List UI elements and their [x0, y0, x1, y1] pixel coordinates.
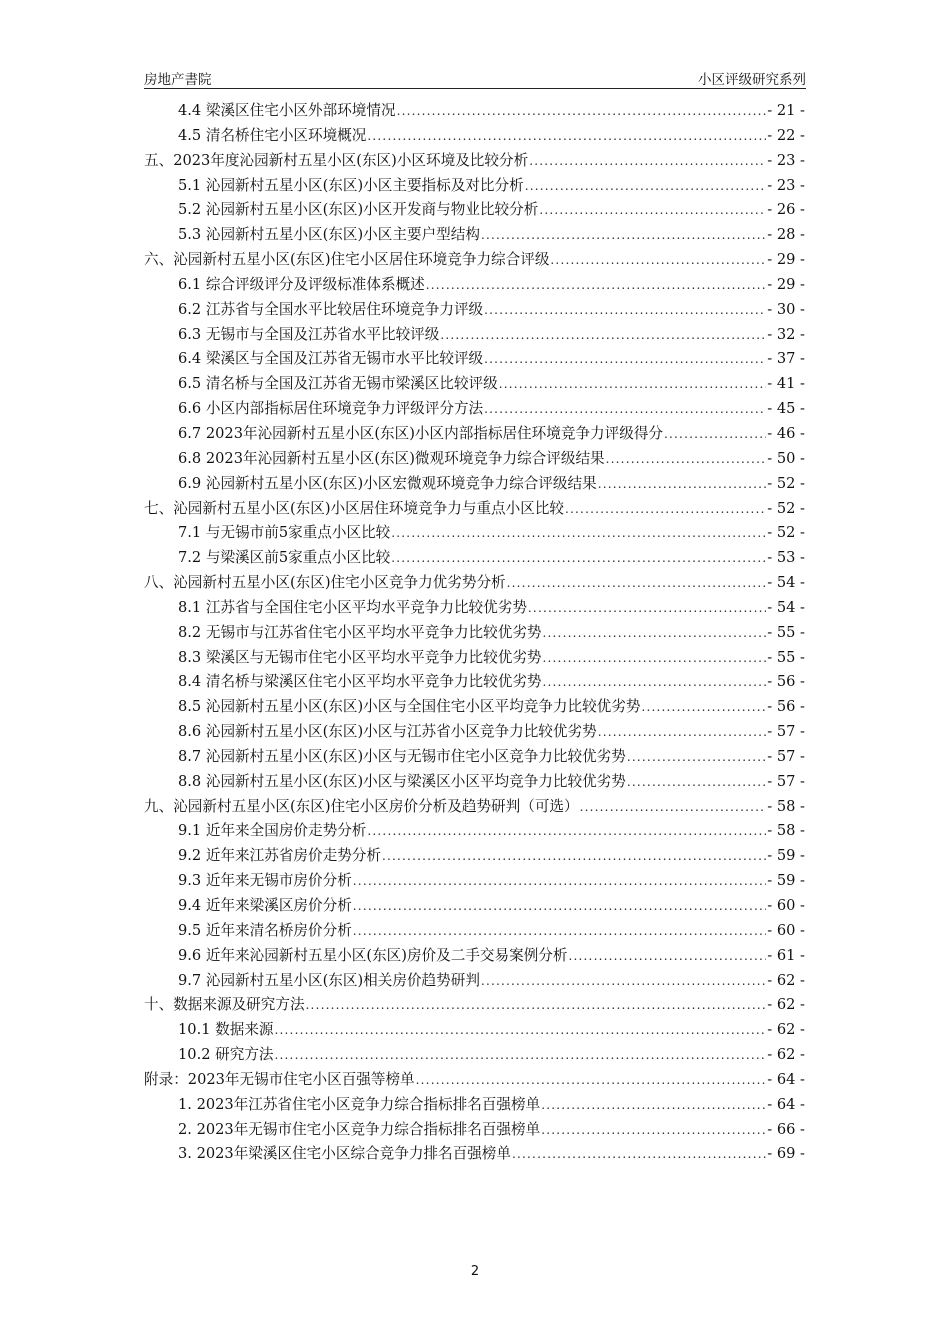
- toc-entry-page: - 61 -: [767, 946, 805, 964]
- toc-dot-leader: [541, 1098, 766, 1112]
- toc-entry-title: 5.2 沁园新村五星小区(东区)小区开发商与物业比较分析: [178, 201, 539, 219]
- toc-section-entry[interactable]: [144, 869, 805, 894]
- toc-entry-page: - 37 -: [767, 350, 805, 368]
- toc-dot-leader: [397, 104, 767, 118]
- toc-entry-title: 8.3 梁溪区与无锡市住宅小区平均水平竞争力比较优劣势: [178, 648, 542, 666]
- toc-section-entry[interactable]: [144, 546, 805, 571]
- toc-section-entry[interactable]: [144, 298, 805, 323]
- toc-dot-leader: [275, 1048, 767, 1062]
- toc-section-entry[interactable]: [144, 819, 805, 844]
- toc-entry-page: - 62 -: [767, 996, 805, 1014]
- toc-entry-title: 7.2 与梁溪区前5家重点小区比较: [178, 549, 391, 567]
- toc-section-entry[interactable]: [144, 670, 805, 695]
- toc-section-entry[interactable]: [144, 372, 805, 397]
- toc-dot-leader: [580, 800, 767, 814]
- toc-section-entry[interactable]: [144, 223, 805, 248]
- toc-section-entry[interactable]: [144, 695, 805, 720]
- toc-dot-leader: [641, 700, 766, 714]
- toc-section-entry[interactable]: [144, 596, 805, 621]
- toc-entry-page: - 66 -: [767, 1120, 805, 1138]
- toc-section-entry[interactable]: [144, 174, 805, 199]
- toc-entry-title: 五、2023年度沁园新村五星小区(东区)小区环境及比较分析: [144, 151, 529, 169]
- toc-dot-leader: [569, 949, 767, 963]
- toc-dot-leader: [627, 750, 766, 764]
- toc-entry-title: 10.1 数据来源: [178, 1021, 274, 1039]
- toc-section-entry[interactable]: [144, 273, 805, 298]
- toc-dot-leader: [353, 874, 766, 888]
- toc-dot-leader: [391, 526, 766, 540]
- toc-entry-title: 9.6 近年来沁园新村五星小区(东区)房价及二手交易案例分析: [178, 946, 568, 964]
- toc-dot-leader: [541, 1123, 766, 1137]
- toc-entry-page: - 64 -: [767, 1070, 805, 1088]
- toc-entry-title: 5.1 沁园新村五星小区(东区)小区主要指标及对比分析: [178, 176, 524, 194]
- toc-dot-leader: [367, 129, 766, 143]
- toc-entry-page: - 59 -: [767, 847, 805, 865]
- toc-dot-leader: [664, 427, 766, 441]
- toc-entry-page: - 23 -: [767, 151, 805, 169]
- toc-section-entry[interactable]: [144, 944, 805, 969]
- toc-entry-title: 10.2 研究方法: [178, 1046, 274, 1064]
- toc-section-entry[interactable]: [144, 745, 805, 770]
- toc-entry-title: 6.8 2023年沁园新村五星小区(东区)微观环境竞争力综合评级结果: [178, 449, 605, 467]
- page-number: 2: [470, 1264, 480, 1279]
- toc-section-entry[interactable]: [144, 472, 805, 497]
- toc-entry-page: - 56 -: [767, 673, 805, 691]
- toc-entry-title: 8.6 沁园新村五星小区(东区)小区与江苏省小区竞争力比较优劣势: [178, 723, 597, 741]
- toc-entry-page: - 64 -: [767, 1095, 805, 1113]
- toc-section-entry[interactable]: [144, 323, 805, 348]
- header-publisher: 房地产書院: [144, 72, 212, 88]
- toc-section-entry[interactable]: [144, 124, 805, 149]
- toc-entry-title: 6.3 无锡市与全国及江苏省水平比较评级: [178, 325, 440, 343]
- toc-entry-title: 9.1 近年来全国房价走势分析: [178, 822, 367, 840]
- toc-chapter-entry[interactable]: [144, 795, 805, 820]
- toc-entry-title: 9.2 近年来江苏省房价走势分析: [178, 847, 381, 865]
- toc-entry-page: - 62 -: [767, 1021, 805, 1039]
- toc-entry-page: - 55 -: [767, 648, 805, 666]
- toc-dot-leader: [543, 675, 767, 689]
- toc-dot-leader: [426, 278, 767, 292]
- toc-entry-page: - 26 -: [767, 201, 805, 219]
- toc-entry-page: - 23 -: [767, 176, 805, 194]
- toc-entry-title: 9.3 近年来无锡市房价分析: [178, 872, 352, 890]
- toc-entry-page: - 53 -: [767, 549, 805, 567]
- toc-chapter-entry[interactable]: [144, 993, 805, 1018]
- toc-entry-page: - 57 -: [767, 723, 805, 741]
- toc-chapter-entry[interactable]: [144, 149, 805, 174]
- toc-entry-title: 2. 2023年无锡市住宅小区竞争力综合指标排名百强榜单: [178, 1120, 541, 1138]
- toc-entry-page: - 59 -: [767, 872, 805, 890]
- toc-dot-leader: [512, 1147, 766, 1161]
- toc-dot-leader: [484, 303, 766, 317]
- toc-entry-page: - 22 -: [767, 126, 805, 144]
- toc-dot-leader: [382, 849, 766, 863]
- toc-entry-page: - 58 -: [767, 797, 805, 815]
- toc-entry-title: 9.7 沁园新村五星小区(东区)相关房价趋势研判: [178, 971, 480, 989]
- toc-entry-title: 1. 2023年江苏省住宅小区竞争力综合指标排名百强榜单: [178, 1095, 541, 1113]
- toc-dot-leader: [484, 402, 766, 416]
- toc-section-entry[interactable]: [144, 521, 805, 546]
- toc-dot-leader: [484, 352, 766, 366]
- toc-entry-page: - 54 -: [767, 574, 805, 592]
- toc-dot-leader: [353, 899, 766, 913]
- toc-chapter-entry[interactable]: [144, 1068, 805, 1093]
- toc-entry-page: - 46 -: [767, 424, 805, 442]
- toc-entry-title: 9.5 近年来清名桥房价分析: [178, 921, 352, 939]
- toc-entry-page: - 45 -: [767, 400, 805, 418]
- toc-section-entry[interactable]: [144, 969, 805, 994]
- toc-entry-page: - 30 -: [767, 300, 805, 318]
- toc-entry-title: 6.2 江苏省与全国水平比较居住环境竞争力评级: [178, 300, 484, 318]
- toc-dot-leader: [507, 576, 767, 590]
- toc-entry-title: 7.1 与无锡市前5家重点小区比较: [178, 524, 391, 542]
- toc-entry-page: - 62 -: [767, 1046, 805, 1064]
- toc-entry-page: - 50 -: [767, 449, 805, 467]
- toc-entry-page: - 52 -: [767, 474, 805, 492]
- toc-dot-leader: [598, 725, 767, 739]
- toc-entry-title: 8.5 沁园新村五星小区(东区)小区与全国住宅小区平均竞争力比较优劣势: [178, 698, 641, 716]
- toc-entry-title: 附录：2023年无锡市住宅小区百强等榜单: [144, 1070, 415, 1088]
- toc-entry-page: - 56 -: [767, 698, 805, 716]
- toc-entry-page: - 41 -: [767, 375, 805, 393]
- toc-entry-title: 九、沁园新村五星小区(东区)住宅小区房价分析及趋势研判（可选）: [144, 797, 579, 815]
- toc-dot-leader: [499, 377, 767, 391]
- toc-section-entry[interactable]: [144, 347, 805, 372]
- toc-dot-leader: [606, 452, 767, 466]
- toc-entry-title: 6.7 2023年沁园新村五星小区(东区)小区内部指标居住环境竞争力评级得分: [178, 424, 664, 442]
- toc-entry-page: - 32 -: [767, 325, 805, 343]
- toc-dot-leader: [529, 154, 766, 168]
- toc-section-entry[interactable]: [144, 646, 805, 671]
- toc-dot-leader: [525, 179, 767, 193]
- toc-entry-page: - 69 -: [767, 1145, 805, 1163]
- toc-entry-page: - 52 -: [767, 524, 805, 542]
- toc-section-entry[interactable]: [144, 1043, 805, 1068]
- toc-dot-leader: [627, 775, 766, 789]
- toc-entry-title: 8.4 清名桥与梁溪区住宅小区平均水平竞争力比较优劣势: [178, 673, 542, 691]
- toc-entry-page: - 60 -: [767, 897, 805, 914]
- toc-entry-title: 8.2 无锡市与江苏省住宅小区平均水平竞争力比较优劣势: [178, 623, 542, 641]
- toc-entry-title: 3. 2023年梁溪区住宅小区综合竞争力排名百强榜单: [178, 1145, 511, 1163]
- table-of-contents: [144, 99, 805, 1167]
- toc-entry-page: - 21 -: [767, 102, 805, 119]
- toc-section-entry[interactable]: [144, 720, 805, 745]
- header-series-title: 小区评级研究系列: [698, 72, 806, 88]
- toc-section-entry[interactable]: [144, 1118, 805, 1143]
- toc-entry-page: - 52 -: [767, 499, 805, 517]
- toc-chapter-entry[interactable]: [144, 497, 805, 522]
- toc-section-entry[interactable]: [144, 447, 805, 472]
- toc-dot-leader: [416, 1073, 767, 1087]
- toc-entry-title: 十、数据来源及研究方法: [144, 996, 305, 1014]
- toc-section-entry[interactable]: [144, 844, 805, 869]
- toc-entry-page: - 62 -: [767, 971, 805, 989]
- toc-entry-title: 6.9 沁园新村五星小区(东区)小区宏微观环境竞争力综合评级结果: [178, 474, 597, 492]
- toc-entry-title: 七、沁园新村五星小区(东区)小区居住环境竞争力与重点小区比较: [144, 499, 565, 517]
- toc-entry-title: 6.5 清名桥与全国及江苏省无锡市梁溪区比较评级: [178, 375, 498, 393]
- toc-entry-title: 6.1 综合评级评分及评级标准体系概述: [178, 275, 425, 293]
- toc-dot-leader: [565, 502, 766, 516]
- toc-entry-page: - 57 -: [767, 747, 805, 765]
- toc-entry-page: - 29 -: [767, 275, 805, 293]
- toc-entry-title: 8.7 沁园新村五星小区(东区)小区与无锡市住宅小区竞争力比较优劣势: [178, 747, 626, 765]
- toc-entry-page: - 57 -: [767, 772, 805, 790]
- page-header: [144, 66, 806, 89]
- toc-dot-leader: [550, 253, 766, 267]
- toc-entry-title: 6.4 梁溪区与全国及江苏省无锡市水平比较评级: [178, 350, 484, 368]
- toc-entry-title: 4.5 清名桥住宅小区环境概况: [178, 126, 367, 144]
- toc-section-entry[interactable]: [144, 198, 805, 223]
- toc-section-entry[interactable]: [144, 919, 805, 944]
- toc-section-entry[interactable]: [144, 1018, 805, 1043]
- toc-entry-page: - 54 -: [767, 598, 805, 616]
- toc-entry-title: 8.8 沁园新村五星小区(东区)小区与梁溪区小区平均竞争力比较优劣势: [178, 772, 626, 790]
- toc-dot-leader: [543, 651, 767, 665]
- toc-dot-leader: [481, 974, 766, 988]
- toc-entry-page: - 29 -: [767, 251, 805, 269]
- toc-section-entry[interactable]: [144, 397, 805, 422]
- toc-entry-title: 八、沁园新村五星小区(东区)住宅小区竞争力优劣势分析: [144, 574, 506, 592]
- toc-section-entry[interactable]: [144, 770, 805, 795]
- toc-dot-leader: [306, 998, 767, 1012]
- toc-entry-title: 8.1 江苏省与全国住宅小区平均水平竞争力比较优劣势: [178, 598, 527, 616]
- toc-entry-title: 5.3 沁园新村五星小区(东区)小区主要户型结构: [178, 226, 480, 244]
- toc-entry-page: - 28 -: [767, 226, 805, 244]
- toc-section-entry[interactable]: [144, 1093, 805, 1118]
- toc-dot-leader: [539, 203, 766, 217]
- toc-dot-leader: [598, 477, 767, 491]
- toc-dot-leader: [440, 328, 766, 342]
- toc-entry-page: - 60 -: [767, 921, 805, 939]
- toc-entry-title: 9.4 近年来梁溪区房价分析: [178, 897, 352, 914]
- toc-section-entry[interactable]: [144, 621, 805, 646]
- toc-dot-leader: [481, 228, 766, 242]
- toc-dot-leader: [543, 626, 767, 640]
- toc-entry-title: 六、沁园新村五星小区(东区)住宅小区居住环境竞争力综合评级: [144, 251, 550, 269]
- toc-entry-page: - 55 -: [767, 623, 805, 641]
- toc-entry-title: 6.6 小区内部指标居住环境竞争力评级评分方法: [178, 400, 484, 418]
- toc-section-entry[interactable]: [144, 1142, 805, 1167]
- toc-dot-leader: [275, 1023, 767, 1037]
- toc-section-entry[interactable]: [144, 422, 805, 447]
- toc-entry-title: 4.4 梁溪区住宅小区外部环境情况: [178, 102, 396, 119]
- toc-dot-leader: [391, 551, 766, 565]
- toc-section-entry[interactable]: [144, 99, 805, 124]
- toc-entry-page: - 58 -: [767, 822, 805, 840]
- toc-chapter-entry[interactable]: [144, 571, 805, 596]
- toc-dot-leader: [367, 824, 766, 838]
- toc-section-entry[interactable]: [144, 894, 805, 919]
- toc-dot-leader: [353, 924, 766, 938]
- toc-dot-leader: [528, 601, 766, 615]
- toc-chapter-entry[interactable]: [144, 248, 805, 273]
